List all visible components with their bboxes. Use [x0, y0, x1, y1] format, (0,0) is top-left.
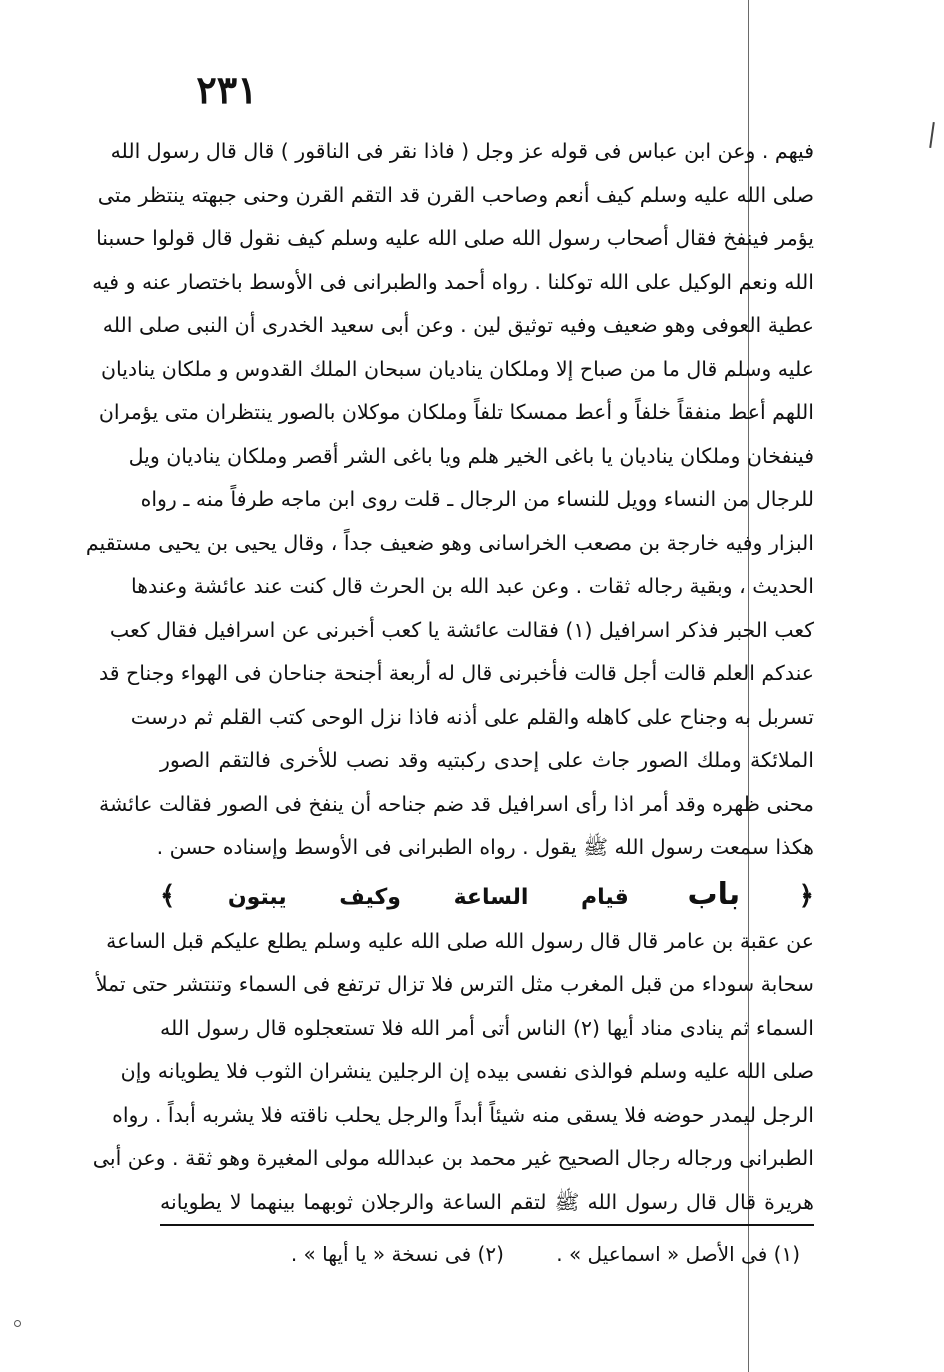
text-line: صلى الله عليه وسلم فوالذى نفسى بيده إن الرجلين ينشران الثوب فلا يطويانه وإن [120, 1059, 814, 1083]
chapter-heading [160, 870, 814, 920]
text-line: عليه وسلم قال ما من صباح إلا وملكان يناديان سبحان الملك القدوس و ملكان يناديان [100, 356, 814, 381]
text-line: فينفخان وملكان يناديان يا باغى الخير هلم ويا باغى الشر أقصر وملكان يناديان ويل [128, 443, 814, 468]
text-line: الملائكة وملك الصور جاث على إحدى ركبتيه وقد نصب للأخرى فالتقم الصور [160, 748, 814, 772]
footnote-2: (٢) فى نسخة « يا أيها » . [290, 1242, 504, 1266]
text-line: عندكم العلم قالت أجل قالت فأخبرنى قال له أربعة أجنحة جناحان فى الهواء وجناح قد [98, 661, 814, 685]
footnote-1: (١) فى الأصل « اسماعيل » . [556, 1242, 800, 1266]
text-line: هكذا سمعت رسول الله ﷺ يقول . رواه الطبرانى فى الأوسط وإسناده حسن . [156, 835, 814, 859]
footnotes [290, 1234, 800, 1274]
text-line: يؤمر فينفخ فقال أصحاب رسول الله صلى الله عليه وسلم كيف نقول قال قولوا حسبنا [96, 226, 814, 250]
text-line: صلى الله عليه وسلم كيف أنعم وصاحب القرن قد التقم القرن وحنى جبهته ينتظر متى [97, 182, 814, 207]
heading-bab: باب [687, 876, 741, 912]
heading-open-bracket: ﴿ [798, 880, 814, 911]
footnote-divider [160, 1224, 814, 1226]
text-line: كعب الحبر فذكر اسرافيل (١) فقالت عائشة يا كعب أخبرنى عن اسرافيل فقال كعب [109, 617, 814, 642]
heading-close-bracket: ﴾ [160, 880, 176, 911]
text-line: الرجل ليمدر حوضه فلا يسقى منه شيئاً أبداً والرجل يحلب ناقته فلا يشربه أبداً . رواه [112, 1102, 814, 1127]
margin-mark [929, 122, 935, 148]
text-line: الطبرانى ورجاله رجال الصحيح غير محمد بن عبدالله مولى المغيرة وهو ثقة . وعن أبى [92, 1146, 814, 1170]
text-line: للرجال من النساء وويل للنساء من الرجال ـ قلت روى ابن ماجه طرفاً منه ـ رواه [140, 487, 814, 511]
body-text [85, 130, 814, 1224]
text-line: اللهم أعط منفقاً خلفاً و أعط ممسكا تلفاً وملكان موكلان بالصور ينتظران متى يؤمران [98, 400, 814, 424]
text-line: عطية العوفى وهو ضعيف وفيه توثيق لين . وعن أبى سعيد الخدرى أن النبى صلى الله [102, 313, 814, 337]
text-line: سحابة سوداء من قبل المغرب مثل الترس فلا تزال ترتفع فى السماء وتنتشر حتى تملأ [95, 972, 814, 996]
corner-dot [14, 1320, 21, 1327]
text-line: تسربل به وجناح على كاهله والقلم على أذنه فاذا نزل الوحى كتب القلم ثم درست [130, 704, 814, 729]
heading-title: قيام الساعة وكيف يبتون [227, 884, 629, 910]
text-line: فيهم . وعن ابن عباس فى قوله عز وجل ( فاذا نقر فى الناقور ) قال قال رسول الله [110, 139, 814, 163]
text-line: الحديث ، وبقية رجاله ثقات . وعن عبد الله بن الحرث قال كنت عند عائشة وعندها [131, 574, 814, 598]
page-number: ٢٣١ [196, 67, 258, 112]
text-line: الله ونعم الوكيل على الله توكلنا . رواه أحمد والطبرانى فى الأوسط باختصار عنه و فيه [92, 269, 814, 294]
text-line: السماء ثم ينادى مناد أيها (٢) الناس أتى أمر الله فلا تستعجلوه قال رسول الله [160, 1015, 814, 1040]
text-line: البزار وفيه خارجة بن مصعب الخراسانى وهو ضعيف جداً ، وقال يحيى بن يحيى مستقيم [85, 530, 814, 555]
text-line: محنى ظهره وقد أمر اذا رأى اسرافيل قد ضم جناحه أن ينفخ فى الصور فقالت عائشة [98, 791, 814, 816]
text-line: عن عقبة بن عامر قال قال رسول الله صلى الله عليه وسلم يطلع عليكم قبل الساعة [106, 928, 814, 953]
text-line: هريرة قال قال رسول الله ﷺ لتقم الساعة والرجلان ثوبهما بينهما لا يطويانه [160, 1189, 814, 1214]
